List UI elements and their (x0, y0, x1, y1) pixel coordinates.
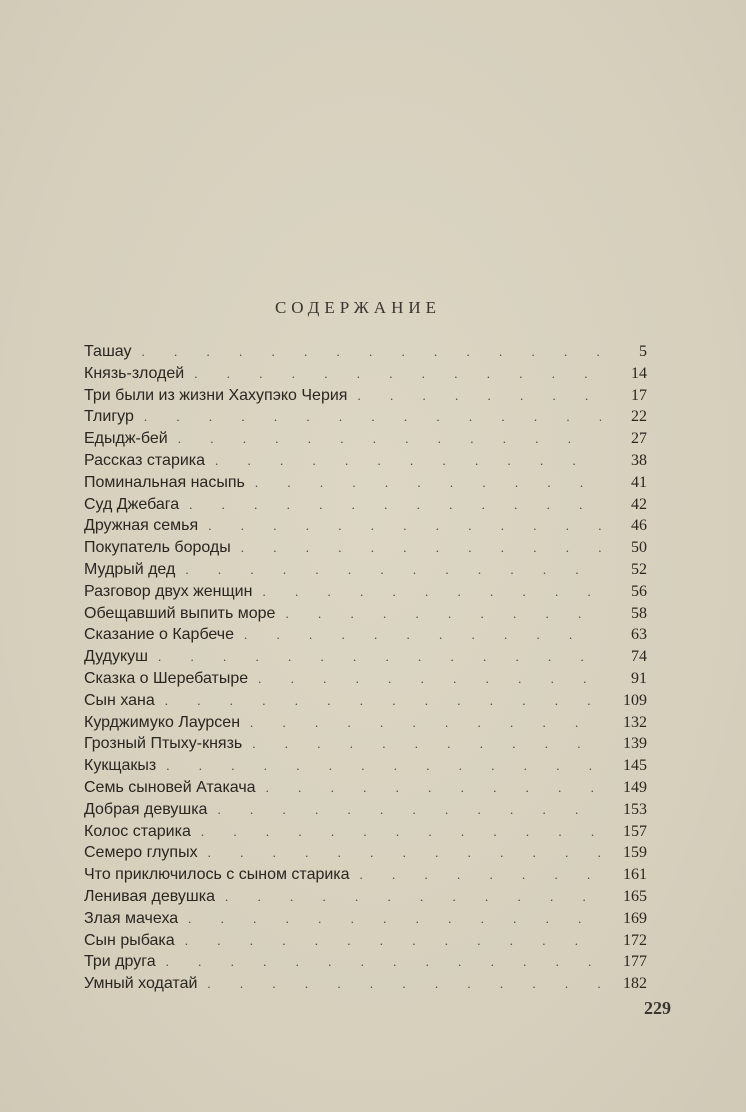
dot-leader (262, 581, 601, 603)
toc-entry (84, 341, 647, 363)
toc-entry-page: 17 (631, 386, 647, 404)
toc-entry-page: 27 (631, 430, 647, 448)
toc-entry-page: 91 (631, 669, 647, 687)
toc-entry-title: Дружная семья (84, 517, 199, 535)
toc-entry-title: Поминальная насыпь (84, 473, 245, 491)
toc-entry (84, 733, 647, 755)
dot-leader (166, 755, 601, 777)
toc-entry (84, 406, 647, 428)
dot-leader (189, 494, 601, 516)
dot-leader (144, 406, 601, 428)
toc-entry-title: Сын хана (84, 691, 155, 709)
toc-entry-title: Кукщакыз (84, 757, 157, 775)
dot-leader (258, 668, 601, 690)
toc-entry-page: 63 (631, 626, 647, 644)
dot-leader (357, 385, 601, 407)
toc-entry-title: Что приключилось с сыном старика (84, 866, 350, 884)
toc-entry-title: Рассказ старика (84, 451, 206, 469)
toc-entry-page: 14 (631, 364, 647, 382)
table-of-contents (84, 341, 647, 995)
toc-entry (84, 385, 647, 407)
page-number: 229 (644, 998, 671, 1018)
toc-entry-title: Семеро глупых (84, 844, 198, 862)
toc-entry-page: 38 (631, 451, 647, 469)
toc-entry (84, 821, 647, 843)
dot-leader (217, 799, 601, 821)
dot-leader (178, 428, 601, 450)
toc-entry-title: Три были из жизни Хахупэко Черия (84, 386, 348, 404)
toc-entry (84, 668, 647, 690)
dot-leader (244, 624, 601, 646)
toc-entry-title: Тлигур (84, 408, 134, 426)
dot-leader (185, 930, 601, 952)
toc-entry-page: 74 (631, 648, 647, 666)
dot-leader (255, 472, 601, 494)
toc-entry-title: Разговор двух женщин (84, 582, 253, 600)
toc-entry-page: 159 (623, 844, 647, 862)
toc-entry-title: Три друга (84, 953, 156, 971)
dot-leader (207, 973, 601, 995)
toc-entry-page: 5 (639, 343, 647, 360)
toc-entry (84, 755, 647, 777)
toc-entry-page: 22 (631, 408, 647, 426)
toc-entry-page: 145 (623, 757, 647, 775)
toc-entry-title: Сказка о Шеребатыре (84, 669, 249, 687)
toc-entry-page: 153 (623, 800, 647, 818)
toc-entry-title: Обещавший выпить море (84, 604, 276, 622)
toc-entry-page: 132 (623, 713, 647, 731)
toc-entry-title: Сын рыбака (84, 931, 175, 949)
toc-entry-title: Курджимуко Лаурсен (84, 713, 241, 731)
toc-entry (84, 973, 647, 995)
toc-entry-page: 169 (623, 909, 647, 927)
toc-entry-page: 157 (623, 822, 647, 840)
toc-entry-page: 182 (623, 975, 647, 993)
toc-entry (84, 799, 647, 821)
toc-entry (84, 886, 647, 908)
dot-leader (201, 821, 601, 843)
toc-entry-title: Дудукуш (84, 648, 149, 666)
toc-entry (84, 690, 647, 712)
toc-entry (84, 951, 647, 973)
toc-entry-page: 165 (623, 887, 647, 905)
toc-entry-title: Сказание о Карбече (84, 626, 235, 644)
toc-entry (84, 559, 647, 581)
toc-entry-page: 149 (623, 778, 647, 796)
toc-entry (84, 908, 647, 930)
dot-leader (185, 559, 601, 581)
dot-leader (215, 450, 601, 472)
toc-entry-title: Покупатель бороды (84, 539, 231, 557)
dot-leader (142, 341, 601, 363)
toc-entry-title: Грозный Птыху-князь (84, 735, 243, 753)
toc-entry (84, 777, 647, 799)
toc-entry (84, 581, 647, 603)
toc-entry (84, 624, 647, 646)
toc-title: СОДЕРЖАНИЕ (274, 298, 442, 317)
toc-entry-page: 56 (631, 582, 647, 600)
dot-leader (188, 908, 601, 930)
toc-entry (84, 864, 647, 886)
toc-entry-title: Злая мачеха (84, 909, 179, 927)
dot-leader (158, 646, 601, 668)
toc-entry (84, 930, 647, 952)
toc-entry-page: 42 (631, 495, 647, 513)
toc-entry (84, 842, 647, 864)
toc-entry (84, 494, 647, 516)
toc-entry-title: Ленивая девушка (84, 887, 215, 905)
toc-entry (84, 537, 647, 559)
dot-leader (266, 777, 601, 799)
toc-entry-page: 41 (631, 473, 647, 491)
toc-entry-page: 58 (631, 604, 647, 622)
toc-entry-title: Суд Джебага (84, 495, 180, 513)
toc-entry (84, 428, 647, 450)
dot-leader (194, 363, 601, 385)
toc-entry (84, 363, 647, 385)
dot-leader (208, 515, 601, 537)
toc-entry (84, 472, 647, 494)
toc-entry-title: Мудрый дед (84, 560, 176, 578)
toc-entry-title: Князь-злодей (84, 364, 185, 382)
toc-entry-title: Колос старика (84, 822, 191, 840)
toc-entry-page: 161 (623, 866, 647, 884)
dot-leader (360, 864, 601, 886)
toc-entry-page: 46 (631, 517, 647, 535)
toc-entry-page: 50 (631, 539, 647, 557)
dot-leader (250, 712, 601, 734)
toc-entry-title: Ташау (84, 343, 132, 360)
toc-entry-page: 52 (631, 560, 647, 578)
dot-leader (241, 537, 601, 559)
dot-leader (208, 842, 601, 864)
toc-entry-page: 172 (623, 931, 647, 949)
toc-entry (84, 450, 647, 472)
dot-leader (165, 690, 601, 712)
toc-entry-title: Умный ходатай (84, 975, 198, 993)
toc-entry (84, 603, 647, 625)
toc-entry-page: 177 (623, 953, 647, 971)
dot-leader (225, 886, 601, 908)
dot-leader (252, 733, 601, 755)
toc-entry (84, 646, 647, 668)
toc-entry-page: 109 (623, 691, 647, 709)
toc-entry-title: Едыдж-бей (84, 430, 168, 448)
toc-entry-page: 139 (623, 735, 647, 753)
toc-entry (84, 515, 647, 537)
dot-leader (285, 603, 601, 625)
toc-entry-title: Семь сыновей Атакача (84, 778, 256, 796)
toc-entry (84, 712, 647, 734)
toc-entry-title: Добрая девушка (84, 800, 208, 818)
dot-leader (166, 951, 601, 973)
